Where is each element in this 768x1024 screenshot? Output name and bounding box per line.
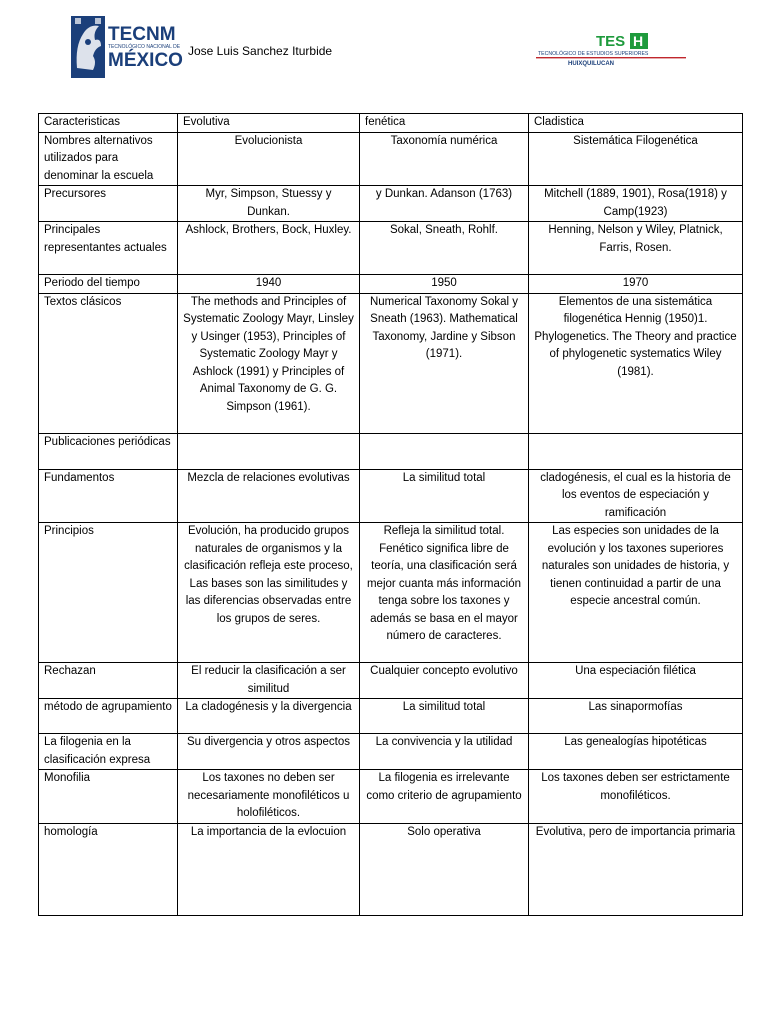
table-cell: Solo operativa bbox=[360, 823, 529, 915]
table-cell: Los taxones no deben ser necesariamente monofiléticos u holofiléticos. bbox=[178, 770, 360, 824]
header-cell-evolutiva: Evolutiva bbox=[178, 114, 360, 133]
row-label-textos: Textos clásicos bbox=[39, 293, 178, 433]
table-row bbox=[39, 275, 743, 294]
tecnm-logo-subtitle: TECNOLÓGICO NACIONAL DE bbox=[108, 44, 181, 50]
tecnm-logo-country: MÉXICO bbox=[108, 50, 183, 71]
table-cell: Evolucionista bbox=[178, 132, 360, 186]
table-cell: Henning, Nelson y Wiley, Platnick, Farris, Rosen. bbox=[529, 222, 743, 275]
table-cell: Sistemática Filogenética bbox=[529, 132, 743, 186]
table-cell: El reducir la clasificación a ser similitud bbox=[178, 663, 360, 699]
table-cell: Las especies son unidades de la evolución y los taxones superiores naturales son unidades de historia, y tienen continuidad a partir de una especie ancestral común. bbox=[529, 523, 743, 663]
table-cell: The methods and Principles of Systematic Zoology Mayr, Linsley y Usinger (1953), Principles of Systematic Zoology Mayr y Ashlock (1991) y Principles of Animal Taxonomy de G. G. Simpson (1961). bbox=[178, 293, 360, 433]
row-label-precursores: Precursores bbox=[39, 186, 178, 222]
tesh-logo bbox=[536, 32, 686, 66]
table-cell: Numerical Taxonomy Sokal y Sneath (1963). Mathematical Taxonomy, Jardine y Sibson (1971). bbox=[360, 293, 529, 433]
table-cell: Su divergencia y otros aspectos bbox=[178, 734, 360, 770]
table-cell: 1940 bbox=[178, 275, 360, 294]
row-label-periodo: Periodo del tiempo bbox=[39, 275, 178, 294]
header-cell-caracteristicas: Caracteristicas bbox=[39, 114, 178, 133]
table-cell: Sokal, Sneath, Rohlf. bbox=[360, 222, 529, 275]
row-label-monofilia: Monofilia bbox=[39, 770, 178, 824]
row-label-filogenia: La filogenia en la clasificación expresa bbox=[39, 734, 178, 770]
table-row bbox=[39, 699, 743, 734]
table-cell: Cualquier concepto evolutivo bbox=[360, 663, 529, 699]
table-cell: La filogenia es irrelevante como criterio de agrupamiento bbox=[360, 770, 529, 824]
comparison-table bbox=[38, 113, 743, 916]
row-label-nombres: Nombres alternativos utilizados para denominar la escuela bbox=[39, 132, 178, 186]
tesh-logo-h: H bbox=[633, 33, 644, 49]
table-row bbox=[39, 469, 743, 523]
row-label-publicaciones: Publicaciones periódicas bbox=[39, 433, 178, 469]
tesh-logo-letters: TES bbox=[596, 33, 626, 50]
table-cell: Las sinapormofías bbox=[529, 699, 743, 734]
table-header-row bbox=[39, 114, 743, 133]
table-cell: Evolución, ha producido grupos naturales de organismos y la clasificación refleja este proceso, Las bases son las similitudes y las diferencias observadas entre los grupos de seres. bbox=[178, 523, 360, 663]
table-cell: y Dunkan. Adanson (1763) bbox=[360, 186, 529, 222]
tesh-logo-subtitle: TECNOLÓGICO DE ESTUDIOS SUPERIORES bbox=[538, 51, 649, 57]
table-row bbox=[39, 823, 743, 915]
table-row bbox=[39, 132, 743, 186]
row-label-metodo: método de agrupamiento bbox=[39, 699, 178, 734]
table-cell: Las genealogías hipotéticas bbox=[529, 734, 743, 770]
page-header bbox=[0, 0, 768, 100]
table-row bbox=[39, 186, 743, 222]
table-cell: Myr, Simpson, Stuessy y Dunkan. bbox=[178, 186, 360, 222]
tecnm-logo bbox=[71, 16, 183, 80]
table-cell: La cladogénesis y la divergencia bbox=[178, 699, 360, 734]
table-cell: Taxonomía numérica bbox=[360, 132, 529, 186]
table-cell: La convivencia y la utilidad bbox=[360, 734, 529, 770]
header-cell-cladistica: Cladistica bbox=[529, 114, 743, 133]
table-cell: 1950 bbox=[360, 275, 529, 294]
table-row bbox=[39, 433, 743, 469]
header-cell-fenetica: fenética bbox=[360, 114, 529, 133]
table-cell: Los taxones deben ser estrictamente monofiléticos. bbox=[529, 770, 743, 824]
row-label-representantes: Principales representantes actuales bbox=[39, 222, 178, 275]
tecnm-logo-title: TECNM bbox=[108, 24, 176, 45]
row-label-homologia: homología bbox=[39, 823, 178, 915]
table-cell: Ashlock, Brothers, Bock, Huxley. bbox=[178, 222, 360, 275]
table-cell: Una especiación filética bbox=[529, 663, 743, 699]
table-cell: Mitchell (1889, 1901), Rosa(1918) y Camp(1923) bbox=[529, 186, 743, 222]
table-cell bbox=[178, 433, 360, 469]
table-row bbox=[39, 770, 743, 824]
table-cell: Evolutiva, pero de importancia primaria bbox=[529, 823, 743, 915]
table-row bbox=[39, 293, 743, 433]
row-label-principios: Principios bbox=[39, 523, 178, 663]
author-name: Jose Luis Sanchez Iturbide bbox=[188, 44, 333, 58]
table-cell: Refleja la similitud total. Fenético significa libre de teoría, una clasificación será mejor cuanta más información tenga sobre los taxones y además se basa en el mayor número de caracteres. bbox=[360, 523, 529, 663]
table-cell bbox=[529, 433, 743, 469]
table-cell: 1970 bbox=[529, 275, 743, 294]
table-row bbox=[39, 663, 743, 699]
table-row bbox=[39, 222, 743, 275]
table-cell bbox=[360, 433, 529, 469]
table-row bbox=[39, 523, 743, 663]
table-cell: cladogénesis, el cual es la historia de los eventos de especiación y ramificación bbox=[529, 469, 743, 523]
table-cell: Mezcla de relaciones evolutivas bbox=[178, 469, 360, 523]
row-label-fundamentos: Fundamentos bbox=[39, 469, 178, 523]
row-label-rechazan: Rechazan bbox=[39, 663, 178, 699]
table-cell: Elementos de una sistemática filogenética Hennig (1950)1. Phylogenetics. The Theory and practice of phylogenetic systematics Wiley (1981). bbox=[529, 293, 743, 433]
tesh-logo-place: HUIXQUILUCAN bbox=[568, 61, 614, 67]
table-row bbox=[39, 734, 743, 770]
table-cell: La similitud total bbox=[360, 469, 529, 523]
table-cell: La importancia de la evlocuion bbox=[178, 823, 360, 915]
table-cell: La similitud total bbox=[360, 699, 529, 734]
